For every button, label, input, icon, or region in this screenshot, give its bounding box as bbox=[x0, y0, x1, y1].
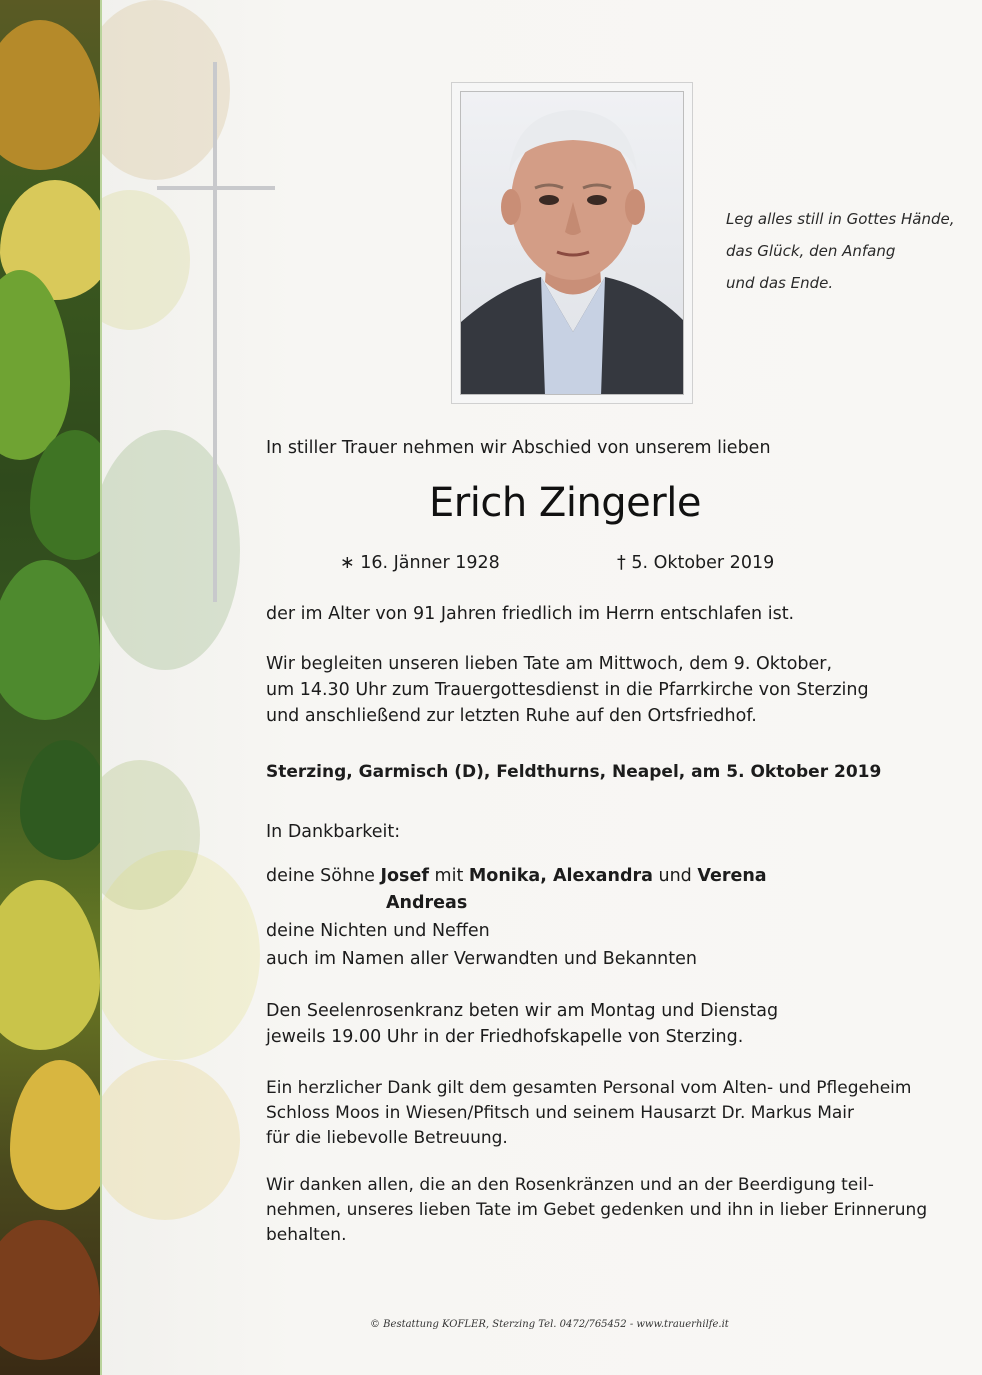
intro-text: In stiller Trauer nehmen wir Abschied von unserem lieben bbox=[266, 438, 771, 458]
age-line: der im Alter von 91 Jahren friedlich im Herrn entschlafen ist. bbox=[266, 604, 795, 624]
family-text: mit bbox=[434, 866, 464, 886]
quote-line: Leg alles still in Gottes Hände, bbox=[726, 210, 955, 228]
thanks-all-line: Wir danken allen, die an den Rosenkränzen und an der Beerdigung teil- bbox=[266, 1175, 874, 1195]
family-name: Verena bbox=[697, 866, 767, 886]
family-name: Andreas bbox=[386, 893, 468, 913]
leaf-image bbox=[100, 850, 260, 1060]
leaf-image bbox=[100, 430, 240, 670]
thanks-staff-line: für die liebevolle Betreuung. bbox=[266, 1128, 508, 1148]
death-date: † 5. Oktober 2019 bbox=[617, 553, 775, 573]
funeral-line: um 14.30 Uhr zum Trauergottesdienst in die Pfarrkirche von Sterzing bbox=[266, 680, 869, 700]
thanks-all-line: nehmen, unseres lieben Tate im Gebet gedenken und ihn in lieber Erinnerung bbox=[266, 1200, 928, 1220]
family-line-sons bbox=[266, 864, 767, 889]
funeral-line: Wir begleiten unseren lieben Tate am Mittwoch, dem 9. Oktober, bbox=[266, 654, 833, 674]
cross-icon-bar bbox=[157, 186, 275, 190]
portrait-illustration bbox=[461, 92, 684, 395]
quote-block bbox=[726, 203, 966, 299]
portrait-photo bbox=[460, 91, 684, 395]
quote-line: das Glück, den Anfang bbox=[726, 242, 896, 260]
thanks-staff-line: Ein herzlicher Dank gilt dem gesamten Personal vom Alten- und Pflegeheim bbox=[266, 1078, 912, 1098]
thanks-all-line: behalten. bbox=[266, 1225, 347, 1245]
leaf-image bbox=[100, 0, 230, 180]
deceased-name: Erich Zingerle bbox=[429, 480, 701, 526]
thanks-staff-line: Schloss Moos in Wiesen/Pfitsch und seinem Hausarzt Dr. Markus Mair bbox=[266, 1103, 854, 1123]
leaf-image bbox=[10, 1060, 100, 1210]
leaf-image bbox=[0, 880, 100, 1050]
rosary-line: Den Seelenrosenkranz beten wir am Montag und Dienstag bbox=[266, 1001, 779, 1021]
gratitude-heading: In Dankbarkeit: bbox=[266, 822, 401, 842]
leaf-image bbox=[100, 1060, 240, 1220]
portrait-frame bbox=[451, 82, 693, 404]
funeral-home-footer: © Bestattung KOFLER, Sterzing Tel. 0472/765452 - www.trauerhilfe.it bbox=[370, 1319, 729, 1330]
leaf-image bbox=[0, 1220, 100, 1360]
family-line: auch im Namen aller Verwandten und Bekannten bbox=[266, 949, 697, 969]
autumn-leaves-border bbox=[0, 0, 100, 1375]
birth-date: ∗ 16. Jänner 1928 bbox=[340, 553, 500, 573]
quote-line: und das Ende. bbox=[726, 274, 834, 292]
rosary-line: jeweils 19.00 Uhr in der Friedhofskapelle von Sterzing. bbox=[266, 1027, 744, 1047]
funeral-line: und anschließend zur letzten Ruhe auf den Ortsfriedhof. bbox=[266, 706, 757, 726]
leaf-image bbox=[0, 20, 100, 170]
family-name: Monika, Alexandra bbox=[468, 866, 653, 886]
leaf-image bbox=[20, 740, 100, 860]
family-line: deine Nichten und Neffen bbox=[266, 921, 490, 941]
faded-leaves-overlay bbox=[100, 0, 280, 1375]
place-date: Sterzing, Garmisch (D), Feldthurns, Neapel, am 5. Oktober 2019 bbox=[266, 762, 882, 782]
family-text: deine Söhne bbox=[266, 866, 375, 886]
family-text: und bbox=[658, 866, 692, 886]
cross-icon bbox=[213, 62, 217, 602]
family-name: Josef bbox=[380, 866, 429, 886]
leaf-image bbox=[100, 190, 190, 330]
leaf-image bbox=[0, 560, 100, 720]
divider-line bbox=[100, 0, 102, 1375]
